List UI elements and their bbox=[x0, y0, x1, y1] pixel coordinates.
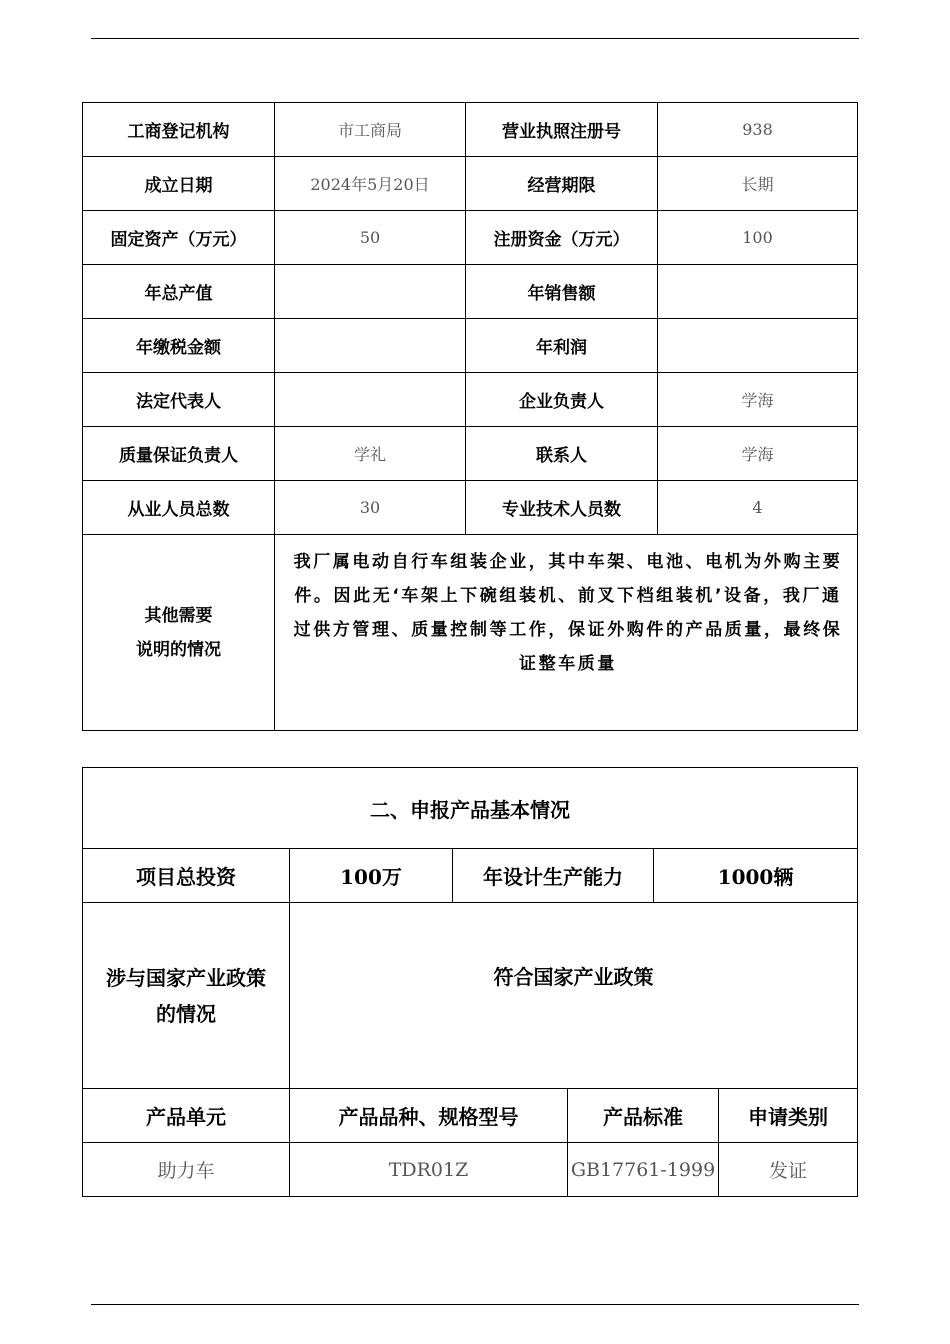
other-info-label-line1: 其他需要 bbox=[144, 605, 213, 626]
field-value bbox=[275, 265, 466, 319]
field-value bbox=[658, 319, 858, 373]
field-label: 年缴税金额 bbox=[83, 319, 275, 373]
field-value: 学礼 bbox=[275, 427, 466, 481]
capacity-value: 1000辆 bbox=[654, 849, 858, 903]
product-info-table bbox=[82, 767, 858, 1197]
application-category: 发证 bbox=[719, 1143, 858, 1197]
product-unit: 助力车 bbox=[83, 1143, 290, 1197]
table-row bbox=[83, 373, 858, 427]
table-row bbox=[83, 427, 858, 481]
field-value: 50 bbox=[275, 211, 466, 265]
column-header: 产品单元 bbox=[83, 1089, 290, 1143]
product-model: TDR01Z bbox=[290, 1143, 568, 1197]
field-label: 固定资产（万元） bbox=[83, 211, 275, 265]
field-label: 质量保证负责人 bbox=[83, 427, 275, 481]
other-info-text: 我厂属电动自行车组装企业，其中车架、电池、电机为外购主要件。因此无‘车架上下碗组装机、前叉下档组装机’设备，我厂通过供方管理、质量控制等工作，保证外购件的产品质量，最终保证整车质量 bbox=[275, 535, 858, 731]
column-header: 产品标准 bbox=[568, 1089, 719, 1143]
policy-value: 符合国家产业政策 bbox=[290, 903, 858, 1089]
table-row bbox=[83, 481, 858, 535]
policy-label-line2: 的情况 bbox=[156, 1001, 216, 1026]
investment-label: 项目总投资 bbox=[83, 849, 290, 903]
field-value bbox=[658, 265, 858, 319]
table-row bbox=[83, 1143, 858, 1197]
field-label: 工商登记机构 bbox=[83, 103, 275, 157]
field-value: 学海 bbox=[658, 427, 858, 481]
field-label: 注册资金（万元） bbox=[466, 211, 658, 265]
other-info-label-line2: 说明的情况 bbox=[136, 639, 221, 660]
capacity-label: 年设计生产能力 bbox=[453, 849, 654, 903]
field-value: 4 bbox=[658, 481, 858, 535]
table-row bbox=[83, 211, 858, 265]
column-header: 产品品种、规格型号 bbox=[290, 1089, 568, 1143]
table-row bbox=[83, 319, 858, 373]
product-standard: GB17761-1999 bbox=[568, 1143, 719, 1197]
section-title-row bbox=[83, 768, 858, 849]
header-rule bbox=[91, 38, 859, 39]
investment-value: 100万 bbox=[290, 849, 453, 903]
table-row bbox=[83, 849, 858, 903]
enterprise-info-table bbox=[82, 102, 858, 731]
policy-label-line1: 涉与国家产业政策 bbox=[106, 965, 266, 990]
field-value bbox=[275, 373, 466, 427]
table-row bbox=[83, 265, 858, 319]
field-label: 年销售额 bbox=[466, 265, 658, 319]
field-value: 2024年5月20日 bbox=[275, 157, 466, 211]
field-label: 企业负责人 bbox=[466, 373, 658, 427]
table-row bbox=[83, 903, 858, 1089]
field-label: 成立日期 bbox=[83, 157, 275, 211]
field-value: 市工商局 bbox=[275, 103, 466, 157]
policy-label bbox=[83, 903, 290, 1089]
field-value bbox=[275, 319, 466, 373]
field-label: 年利润 bbox=[466, 319, 658, 373]
field-label: 从业人员总数 bbox=[83, 481, 275, 535]
field-label: 经营期限 bbox=[466, 157, 658, 211]
field-value: 学海 bbox=[658, 373, 858, 427]
field-label: 联系人 bbox=[466, 427, 658, 481]
field-label: 年总产值 bbox=[83, 265, 275, 319]
footer-rule bbox=[91, 1304, 859, 1305]
field-value: 100 bbox=[658, 211, 858, 265]
column-header: 申请类别 bbox=[719, 1089, 858, 1143]
field-value: 30 bbox=[275, 481, 466, 535]
field-label: 专业技术人员数 bbox=[466, 481, 658, 535]
field-label: 法定代表人 bbox=[83, 373, 275, 427]
field-value: 长期 bbox=[658, 157, 858, 211]
field-value: 938 bbox=[658, 103, 858, 157]
table-row bbox=[83, 103, 858, 157]
field-label: 营业执照注册号 bbox=[466, 103, 658, 157]
section-title: 二、申报产品基本情况 bbox=[83, 768, 858, 849]
other-info-label bbox=[83, 535, 275, 731]
table-row bbox=[83, 535, 858, 731]
table-header-row bbox=[83, 1089, 858, 1143]
table-row bbox=[83, 157, 858, 211]
